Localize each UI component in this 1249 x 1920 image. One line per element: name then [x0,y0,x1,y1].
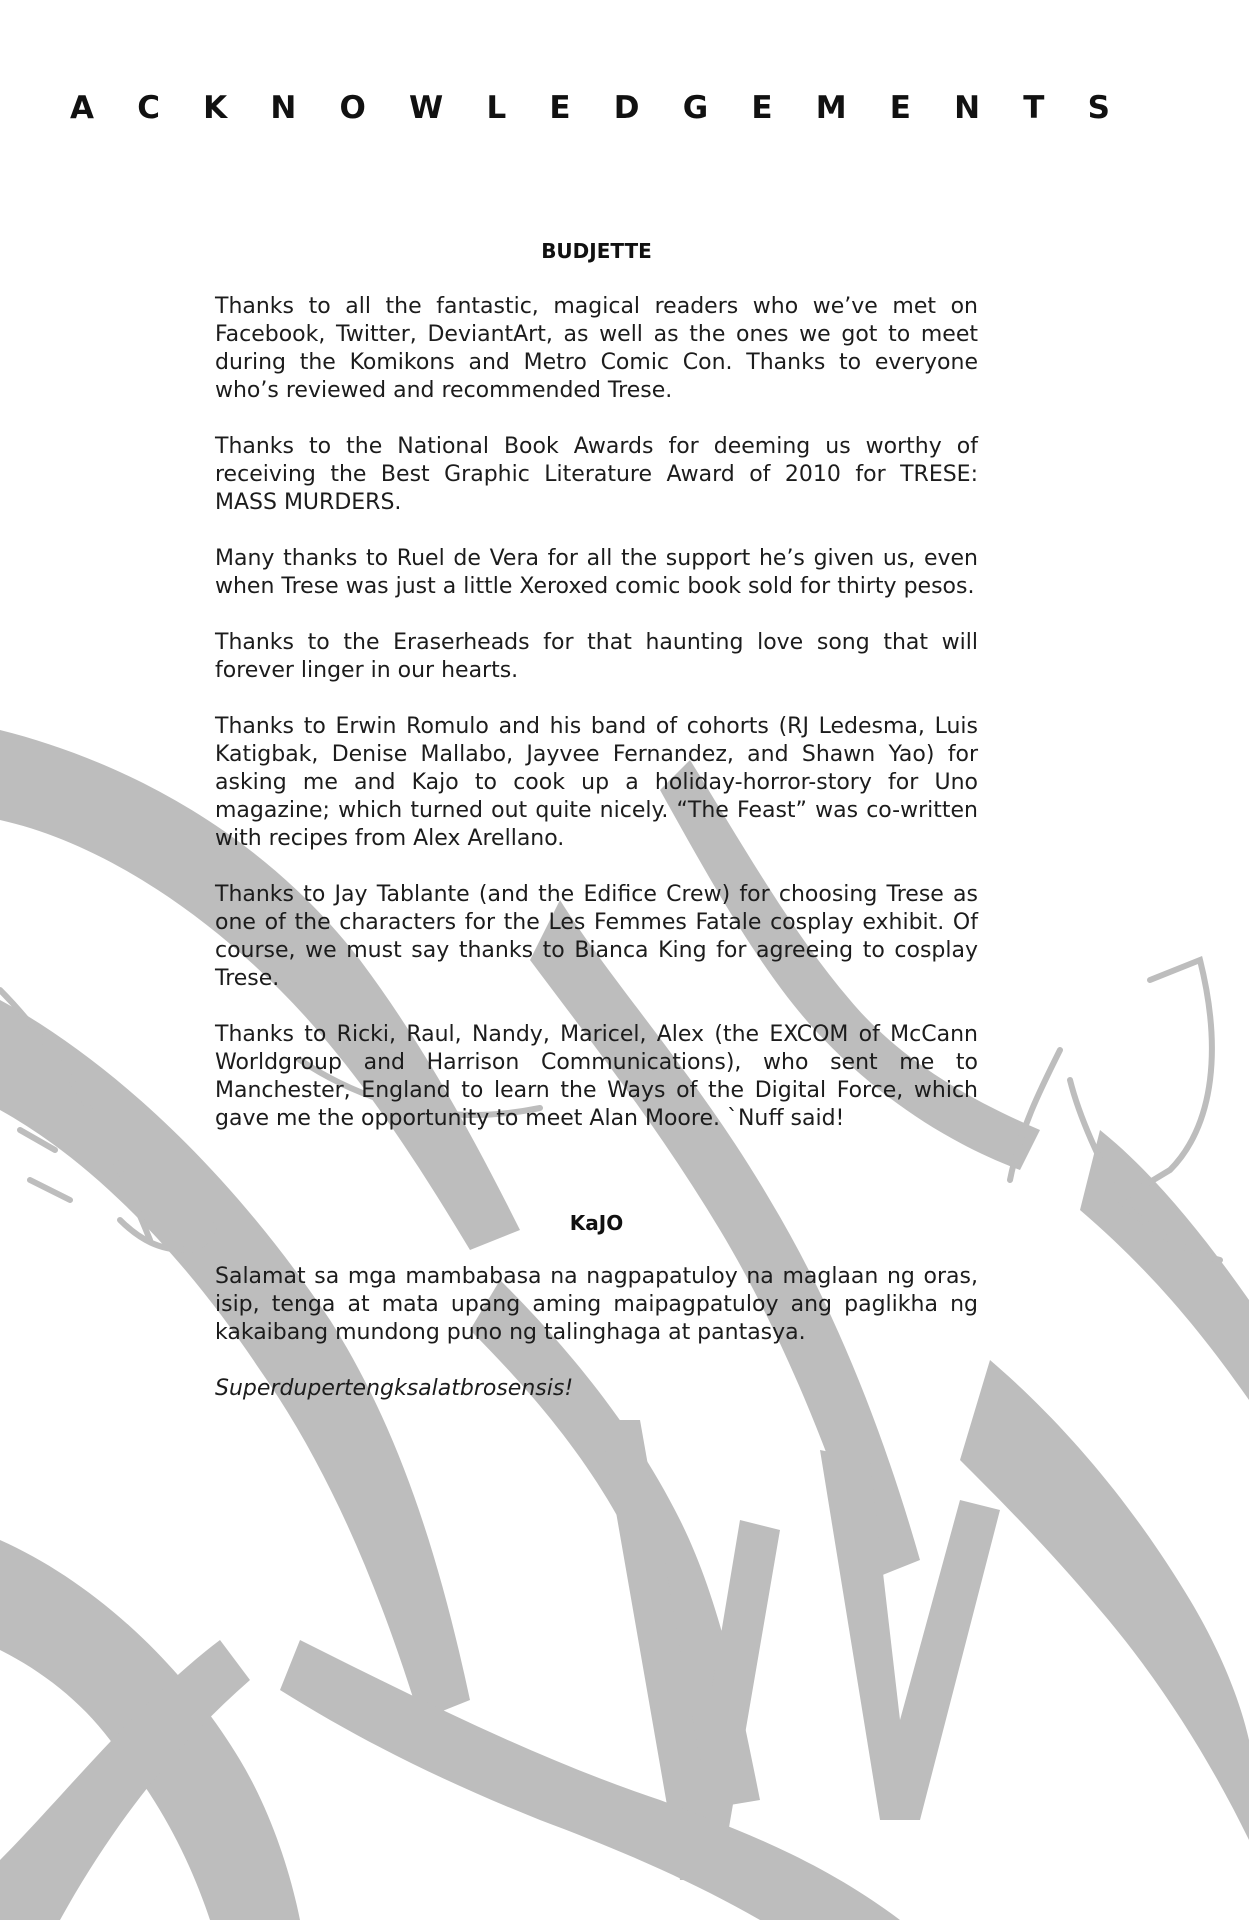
outline-right-shoe [1070,960,1212,1200]
title-letter: A [70,90,94,126]
title-letter: C [137,90,160,126]
title-letter: T [1023,90,1045,126]
paragraph-eraserheads: Thanks to the Eraserheads for that haunting love song that will forever linger in our hearts. [215,630,978,683]
title-letter: M [815,90,847,126]
title-letter: G [682,90,709,126]
section-heading-budjette: BUDJETTE [541,239,652,263]
section-budjette [215,237,978,1133]
signoff-text: Superdupertengksalatbrosensis! [215,1376,574,1401]
title-letter: D [613,90,640,126]
acknowledgements-body [215,237,978,1431]
paragraph-readers: Thanks to all the fantastic, magical readers who we’ve met on Facebook, Twitter, DeviantArt, as well as the ones we got to meet during the Komikons and Metro Comic Con. Thanks to everyone who’s reviewed and recommended Trese. [215,294,978,403]
page-title [70,88,1110,128]
paragraph-mccann: Thanks to Ricki, Raul, Nandy, Maricel, Alex (the EXCOM of McCann Worldgroup and Harrison Communications), who sent me to Manchester, England to learn the Ways of the Digital Force, which gave me the opportunity to meet Alan Moore. `Nuff said! [215,1022,978,1131]
brush-stroke-lower-sweep [280,1640,900,1920]
section-heading-kajo: KaJO [569,1211,624,1235]
title-letter: E [751,90,773,126]
title-letter: N [270,90,297,126]
paragraph-ruel-de-vera: Many thanks to Ruel de Vera for all the support he’s given us, even when Trese was just a little Xeroxed comic book sold for thirty pesos. [215,546,978,599]
title-letter: W [409,90,444,126]
section-kajo [215,1209,978,1403]
paragraph-salamat: Salamat sa mga mambabasa na nagpapatuloy na maglaan ng oras, isip, tenga at mata upang aming maipagpatuloy ang paglikha ng kakaibang mundong puno ng talinghaga at pantasya. [215,1264,978,1345]
title-letter: L [486,90,507,126]
title-letter: K [203,90,228,126]
outline-right-leg [1010,1050,1060,1180]
title-letter: E [889,90,911,126]
brush-stroke-spike-2 [820,1450,1000,1820]
paragraph-book-awards: Thanks to the National Book Awards for deeming us worthy of receiving the Best Graphic Literature Award of 2010 for TRESE: MASS MURDERS. [215,434,978,515]
paragraph-jay-tablante: Thanks to Jay Tablante (and the Edifice Crew) for choosing Trese as one of the characters for the Les Femmes Fatale cosplay exhibit. Of course, we must say thanks to Bianca King for agreeing to cosplay Trese. [215,882,978,991]
title-letter: N [954,90,981,126]
paragraph-erwin-romulo: Thanks to Erwin Romulo and his band of cohorts (RJ Ledesma, Luis Katigbak, Denise Mallabo, Jayvee Fernandez, and Shawn Yao) for asking me and Kajo to cook up a holiday-horror-story for Uno magazine; which turned out quite nicely. “The Feast” was co-written with recipes from Alex Arellano. [215,714,978,851]
brush-stroke-right-wedge [960,1360,1249,1840]
title-letter: S [1087,90,1110,126]
title-letter: E [549,90,571,126]
title-letter: O [339,90,366,126]
